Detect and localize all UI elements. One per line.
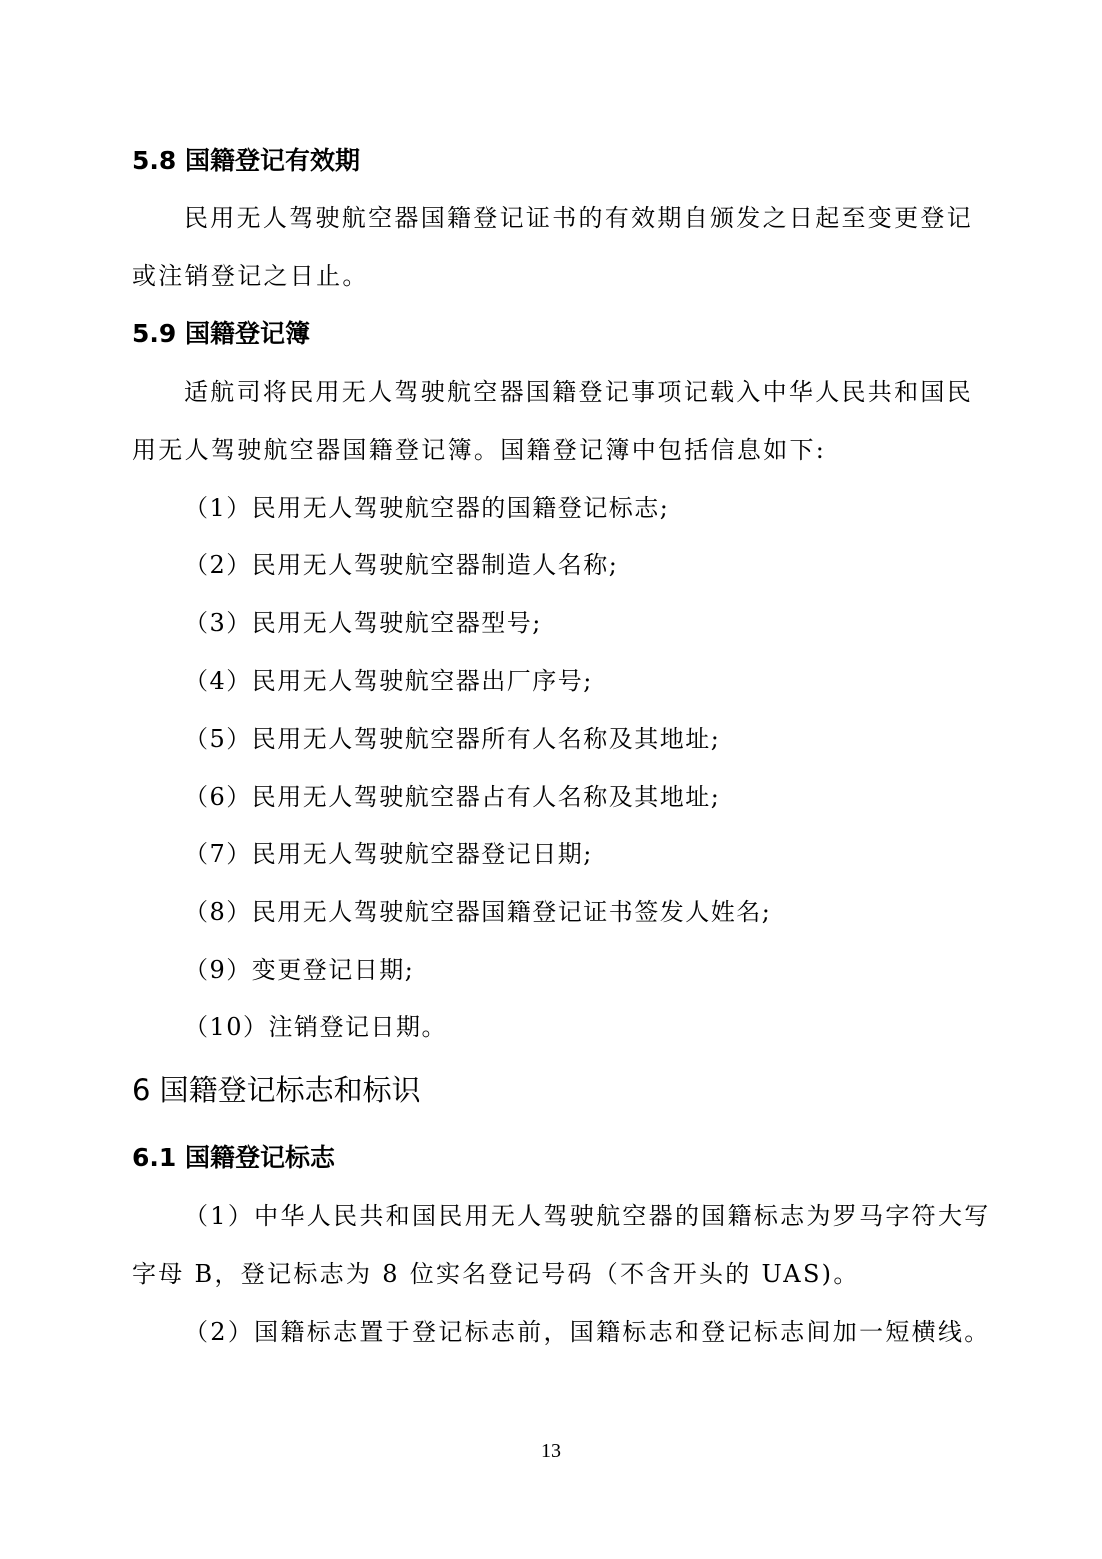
- list-item: （6）民用无人驾驶航空器占有人名称及其地址;: [184, 783, 721, 811]
- list-item: （1）民用无人驾驶航空器的国籍登记标志;: [184, 494, 670, 522]
- paragraph-6-1-1-line-2: 字母 B，登记标志为 8 位实名登记号码（不含开头的 UAS)。: [132, 1260, 860, 1288]
- paragraph-5-9-line-2: 用无人驾驶航空器国籍登记簿。国籍登记簿中包括信息如下:: [132, 436, 827, 464]
- list-item: （8）民用无人驾驶航空器国籍登记证书签发人姓名;: [184, 898, 772, 926]
- list-item: （9）变更登记日期;: [184, 956, 415, 984]
- list-item: （5）民用无人驾驶航空器所有人名称及其地址;: [184, 725, 721, 753]
- paragraph-6-1-1-line-1: （1）中华人民共和国民用无人驾驶航空器的国籍标志为罗马字符大写: [184, 1202, 991, 1230]
- paragraph-5-9-line-1: 适航司将民用无人驾驶航空器国籍登记事项记载入中华人民共和国民: [184, 378, 973, 406]
- paragraph-5-8-line-1: 民用无人驾驶航空器国籍登记证书的有效期自颁发之日起至变更登记: [184, 204, 973, 232]
- list-item: （3）民用无人驾驶航空器型号;: [184, 609, 542, 637]
- list-item: （4）民用无人驾驶航空器出厂序号;: [184, 667, 593, 695]
- list-item: （10）注销登记日期。: [184, 1013, 448, 1041]
- section-heading-5-9: 5.9 国籍登记簿: [132, 319, 310, 348]
- list-item: （7）民用无人驾驶航空器登记日期;: [184, 840, 593, 868]
- section-heading-5-8: 5.8 国籍登记有效期: [132, 146, 360, 175]
- paragraph-6-1-2-line-1: （2）国籍标志置于登记标志前，国籍标志和登记标志间加一短横线。: [184, 1318, 991, 1346]
- chapter-heading-6: 6 国籍登记标志和标识: [132, 1073, 421, 1107]
- paragraph-5-8-line-2: 或注销登记之日止。: [132, 262, 369, 290]
- list-item: （2）民用无人驾驶航空器制造人名称;: [184, 551, 619, 579]
- page-number: 13: [541, 1440, 561, 1462]
- section-heading-6-1: 6.1 国籍登记标志: [132, 1143, 335, 1172]
